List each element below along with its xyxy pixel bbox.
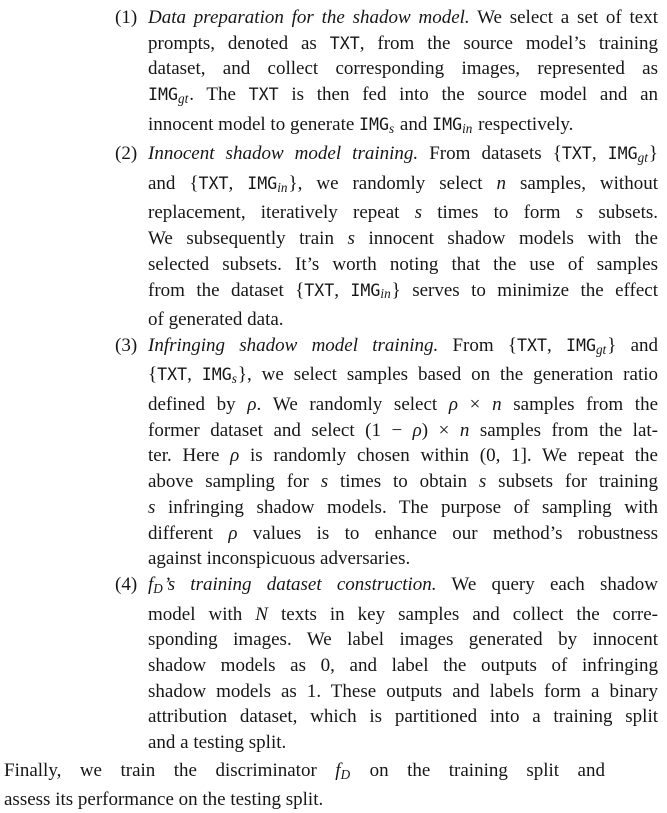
math-variable: f bbox=[335, 759, 341, 781]
code-term: IMG bbox=[350, 280, 381, 300]
text-run: values is to enhance our method’s robustness bbox=[237, 522, 658, 544]
text-run: times to obtain bbox=[328, 471, 479, 493]
math-variable: n bbox=[459, 419, 470, 441]
text-line bbox=[148, 278, 658, 308]
math-variable: ρ bbox=[448, 394, 458, 416]
text-run: prompts, denoted as bbox=[148, 32, 330, 54]
code-term: IMG bbox=[148, 85, 178, 105]
code-term: TXT bbox=[329, 33, 360, 53]
text-run: samples from the lat- bbox=[469, 419, 658, 441]
code-term: IMG bbox=[432, 114, 463, 134]
text-run: on the training split and bbox=[351, 759, 605, 781]
math-variable: s bbox=[575, 202, 584, 224]
math-variable: s bbox=[478, 471, 487, 493]
text-line bbox=[4, 787, 605, 813]
code-term: TXT bbox=[157, 365, 188, 385]
text-line bbox=[148, 572, 658, 602]
item-number: (1) bbox=[115, 7, 138, 28]
text-line bbox=[148, 679, 658, 705]
text-run: from the dataset { bbox=[148, 279, 305, 301]
code-term: TXT bbox=[198, 173, 229, 193]
text-run: ter. Here bbox=[148, 445, 231, 467]
subscript: in bbox=[380, 286, 391, 302]
text-line bbox=[148, 112, 658, 142]
italic-text-run: ’s training dataset construction. bbox=[163, 574, 437, 595]
text-line bbox=[148, 730, 658, 756]
math-variable: ρ bbox=[412, 419, 422, 441]
text-line bbox=[148, 141, 658, 171]
math-variable: ρ bbox=[230, 445, 240, 467]
subscript: D bbox=[340, 766, 351, 782]
item-body bbox=[148, 572, 658, 756]
text-run: , bbox=[228, 172, 248, 194]
text-run: } and bbox=[607, 334, 659, 356]
text-run: infringing shadow models. The purpose of sampling with bbox=[155, 496, 658, 518]
math-variable: ρ bbox=[247, 394, 257, 416]
text-run: attribution dataset, which is partitioned into a training split bbox=[148, 706, 658, 728]
math-variable: f bbox=[148, 574, 154, 595]
text-run: replacement, iteratively repeat bbox=[148, 202, 415, 224]
text-line bbox=[148, 653, 658, 679]
math-variable: n bbox=[492, 394, 502, 416]
text-run: , bbox=[187, 364, 202, 386]
text-run: and a testing split. bbox=[148, 732, 287, 754]
text-run: against inconspicuous adversaries. bbox=[148, 548, 411, 570]
italic-text-run: Innocent shadow model training. bbox=[148, 143, 419, 165]
list-item bbox=[115, 572, 658, 756]
closing-paragraph bbox=[4, 758, 605, 813]
item-body bbox=[148, 333, 658, 572]
text-run: . The bbox=[189, 84, 249, 106]
code-term: TXT bbox=[304, 280, 335, 300]
subscript: in bbox=[277, 179, 288, 195]
text-run: dataset, and collect corresponding images, represented as bbox=[148, 58, 658, 80]
code-term: IMG bbox=[565, 335, 596, 355]
text-run: subsets for training bbox=[486, 471, 658, 493]
text-line bbox=[148, 521, 658, 547]
text-run: former dataset and select (1 − bbox=[148, 419, 413, 441]
text-run: model with bbox=[148, 603, 256, 625]
text-run: ) × bbox=[421, 419, 460, 441]
method-list bbox=[115, 5, 658, 756]
item-number: (2) bbox=[115, 143, 138, 165]
text-line bbox=[148, 226, 658, 252]
text-line bbox=[148, 171, 658, 201]
math-variable: s bbox=[148, 496, 156, 518]
item-body bbox=[148, 141, 658, 333]
text-line bbox=[148, 602, 658, 628]
text-line bbox=[148, 31, 658, 57]
text-run: }, we select samples based on the generation ratio bbox=[237, 364, 659, 386]
item-number: (4) bbox=[115, 574, 138, 595]
text-line bbox=[148, 469, 658, 495]
text-line bbox=[148, 82, 658, 112]
code-term: IMG bbox=[359, 114, 390, 134]
subscript: gt bbox=[637, 150, 648, 166]
text-run: is then fed into the source model and an bbox=[278, 84, 659, 106]
text-run: We query each shadow bbox=[436, 574, 658, 595]
text-run: . We randomly select bbox=[256, 394, 449, 416]
text-line bbox=[148, 5, 658, 31]
text-line bbox=[148, 307, 658, 333]
subscript: gt bbox=[177, 91, 189, 106]
text-run: × bbox=[458, 394, 493, 416]
text-run: is randomly chosen within (0, 1]. We repeat the bbox=[239, 445, 658, 467]
code-term: TXT bbox=[561, 144, 592, 164]
text-line bbox=[148, 56, 658, 82]
text-line bbox=[148, 418, 658, 444]
math-variable: n bbox=[496, 172, 507, 194]
text-run: Finally, we train the discriminator bbox=[4, 759, 336, 781]
text-line bbox=[148, 362, 658, 392]
text-run: } serves to minimize the effect bbox=[391, 279, 658, 301]
text-line bbox=[148, 392, 658, 418]
text-run: , bbox=[546, 334, 566, 356]
code-term: IMG bbox=[247, 173, 278, 193]
text-run: } bbox=[648, 143, 659, 165]
text-run: times to form bbox=[422, 202, 576, 224]
text-line bbox=[148, 333, 658, 363]
item-number: (3) bbox=[115, 334, 138, 356]
subscript: gt bbox=[595, 341, 607, 357]
text-run: different bbox=[148, 522, 229, 544]
text-run: , bbox=[334, 279, 351, 301]
code-term: IMG bbox=[607, 144, 638, 164]
math-variable: s bbox=[320, 471, 329, 493]
code-term: TXT bbox=[248, 85, 279, 105]
text-line bbox=[4, 758, 605, 788]
math-variable: s bbox=[347, 228, 355, 250]
text-run: samples, without bbox=[506, 172, 658, 194]
text-run: samples from the bbox=[501, 394, 659, 416]
text-line bbox=[148, 704, 658, 730]
text-run: From { bbox=[438, 334, 517, 356]
text-run: }, we randomly select bbox=[288, 172, 497, 194]
text-run: { bbox=[148, 364, 158, 386]
code-term: IMG bbox=[201, 365, 232, 385]
text-run: of generated data. bbox=[148, 309, 284, 331]
text-run: innocent model to generate bbox=[148, 113, 360, 135]
subscript: in bbox=[462, 120, 473, 136]
text-run: From datasets { bbox=[418, 143, 562, 165]
text-run: shadow models as 1. These outputs and labels form a binary bbox=[148, 680, 658, 702]
italic-text-run: Data preparation for the shadow model. bbox=[148, 7, 470, 28]
subscript: s bbox=[389, 120, 395, 136]
text-line bbox=[148, 546, 658, 572]
text-run: sponding images. We label images generated by innocent bbox=[148, 629, 658, 651]
item-body bbox=[148, 5, 658, 141]
text-line bbox=[148, 200, 658, 226]
text-run: respectively. bbox=[473, 113, 574, 135]
text-run: assess its performance on the testing split. bbox=[4, 789, 324, 811]
math-variable: ρ bbox=[228, 522, 238, 544]
text-run: shadow models as 0, and label the outputs of infringing bbox=[148, 655, 658, 676]
text-run: texts in key samples and collect the corre- bbox=[267, 603, 658, 625]
subscript: D bbox=[153, 580, 163, 596]
text-line bbox=[148, 443, 658, 469]
text-run: above sampling for bbox=[148, 471, 321, 493]
text-run: innocent shadow models with the bbox=[354, 228, 658, 250]
list-item bbox=[115, 141, 658, 333]
subscript: s bbox=[231, 371, 237, 387]
text-line bbox=[148, 495, 658, 521]
text-run: selected subsets. It’s worth noting that the use of samples bbox=[148, 253, 658, 275]
list-item bbox=[115, 333, 658, 572]
text-line bbox=[148, 252, 658, 278]
text-run: defined by bbox=[148, 394, 248, 416]
text-run: subsets. bbox=[583, 202, 658, 224]
list-item bbox=[115, 5, 658, 141]
text-run: , from the source model’s training bbox=[359, 32, 658, 54]
code-term: TXT bbox=[517, 335, 547, 355]
text-run: and bbox=[395, 113, 433, 135]
math-variable: s bbox=[414, 202, 423, 224]
text-run: We select a set of text bbox=[469, 7, 658, 28]
text-line bbox=[148, 627, 658, 653]
text-run: We subsequently train bbox=[148, 228, 348, 250]
text-run: and { bbox=[148, 172, 199, 194]
math-variable: N bbox=[255, 603, 268, 625]
italic-text-run: Infringing shadow model training. bbox=[148, 334, 439, 356]
text-run: , bbox=[591, 143, 608, 165]
